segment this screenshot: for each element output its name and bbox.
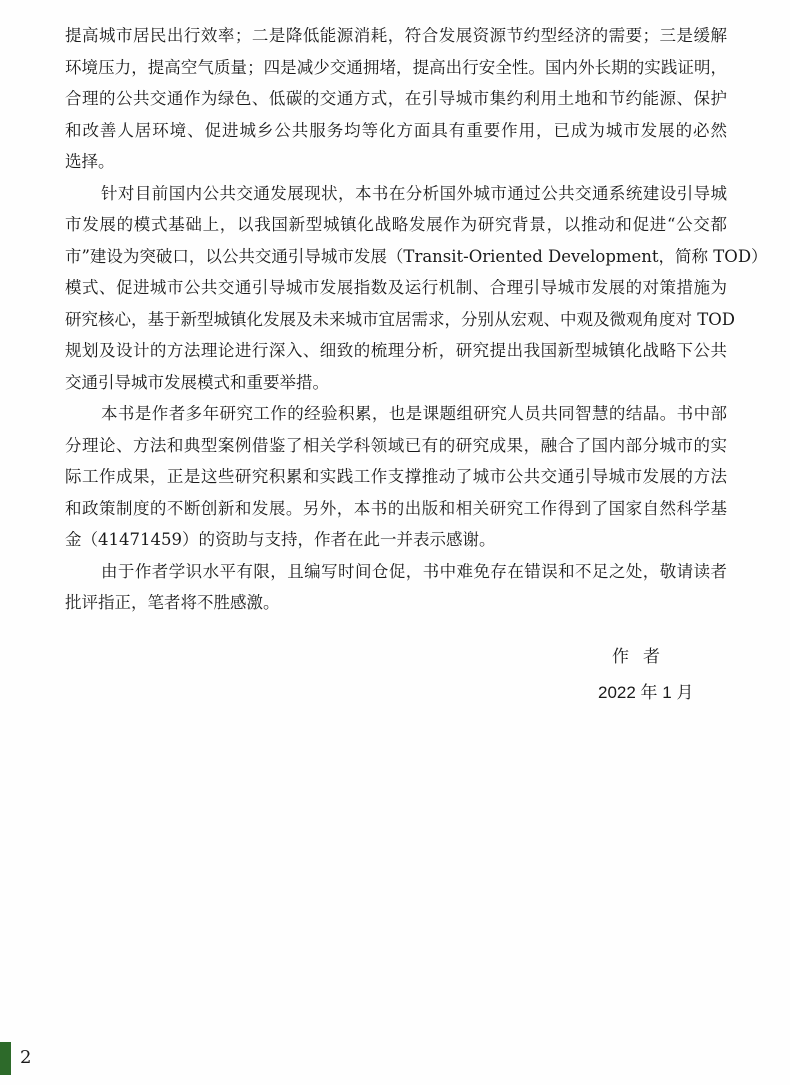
text-line: 和改善人居环境、促进城乡公共服务均等化方面具有重要作用，已成为城市发展的必然 <box>65 120 727 140</box>
page-tab-marker <box>0 1042 11 1075</box>
preface-body <box>65 20 768 619</box>
paragraph <box>65 398 727 556</box>
text-line: 提高城市居民出行效率；二是降低能源消耗，符合发展资源节约型经济的需要；三是缓解 <box>65 26 727 45</box>
text-line: 批评指正，笔者将不胜感激。 <box>65 593 280 612</box>
paragraph <box>65 20 727 178</box>
text-line: 交通引导城市发展模式和重要举措。 <box>65 372 329 392</box>
text-line: 模式、促进城市公共交通引导城市发展指数及运行机制、合理引导城市发展的对策措施为 <box>65 278 727 297</box>
text-line: 选择。 <box>65 152 115 171</box>
signature-date: 2022 年 1 月 <box>598 683 694 702</box>
text-line: 由于作者学识水平有限，且编写时间仓促，书中难免存在错误和不足之处，敬请读者 <box>101 561 727 581</box>
text-line: 市”建设为突破口，以公共交通引导城市发展（Transit-Oriented Development，简称 TOD） <box>65 246 768 266</box>
text-line: 际工作成果，正是这些研究积累和实践工作支撑推动了城市公共交通引导城市发展的方法 <box>65 467 727 486</box>
paragraph <box>65 556 727 619</box>
text-line: 针对目前国内公共交通发展现状，本书在分析国外城市通过公共交通系统建设引导城 <box>101 183 727 203</box>
text-line: 和政策制度的不断创新和发展。另外，本书的出版和相关研究工作得到了国家自然科学基 <box>65 498 727 518</box>
text-line: 本书是作者多年研究工作的经验积累，也是课题组研究人员共同智慧的结晶。书中部 <box>101 404 727 423</box>
text-line: 合理的公共交通作为绿色、低碳的交通方式，在引导城市集约利用土地和节约能源、保护 <box>65 89 727 108</box>
text-line: 市发展的模式基础上，以我国新型城镇化战略发展作为研究背景，以推动和促进“公交都 <box>65 215 727 234</box>
page-number: 2 <box>20 1047 32 1068</box>
paragraph <box>65 178 768 399</box>
text-line: 规划及设计的方法理论进行深入、细致的梳理分析，研究提出我国新型城镇化战略下公共 <box>65 341 727 360</box>
text-line: 环境压力，提高空气质量；四是减少交通拥堵，提高出行安全性。国内外长期的实践证明， <box>65 57 727 77</box>
text-line: 金（41471459）的资助与支持，作者在此一并表示感谢。 <box>65 530 496 549</box>
text-line: 研究核心，基于新型城镇化发展及未来城市宜居需求，分别从宏观、中观及微观角度对 TOD <box>65 309 736 329</box>
text-line: 分理论、方法和典型案例借鉴了相关学科领域已有的研究成果，融合了国内部分城市的实 <box>65 435 727 455</box>
signature-author: 作者 <box>612 647 674 667</box>
